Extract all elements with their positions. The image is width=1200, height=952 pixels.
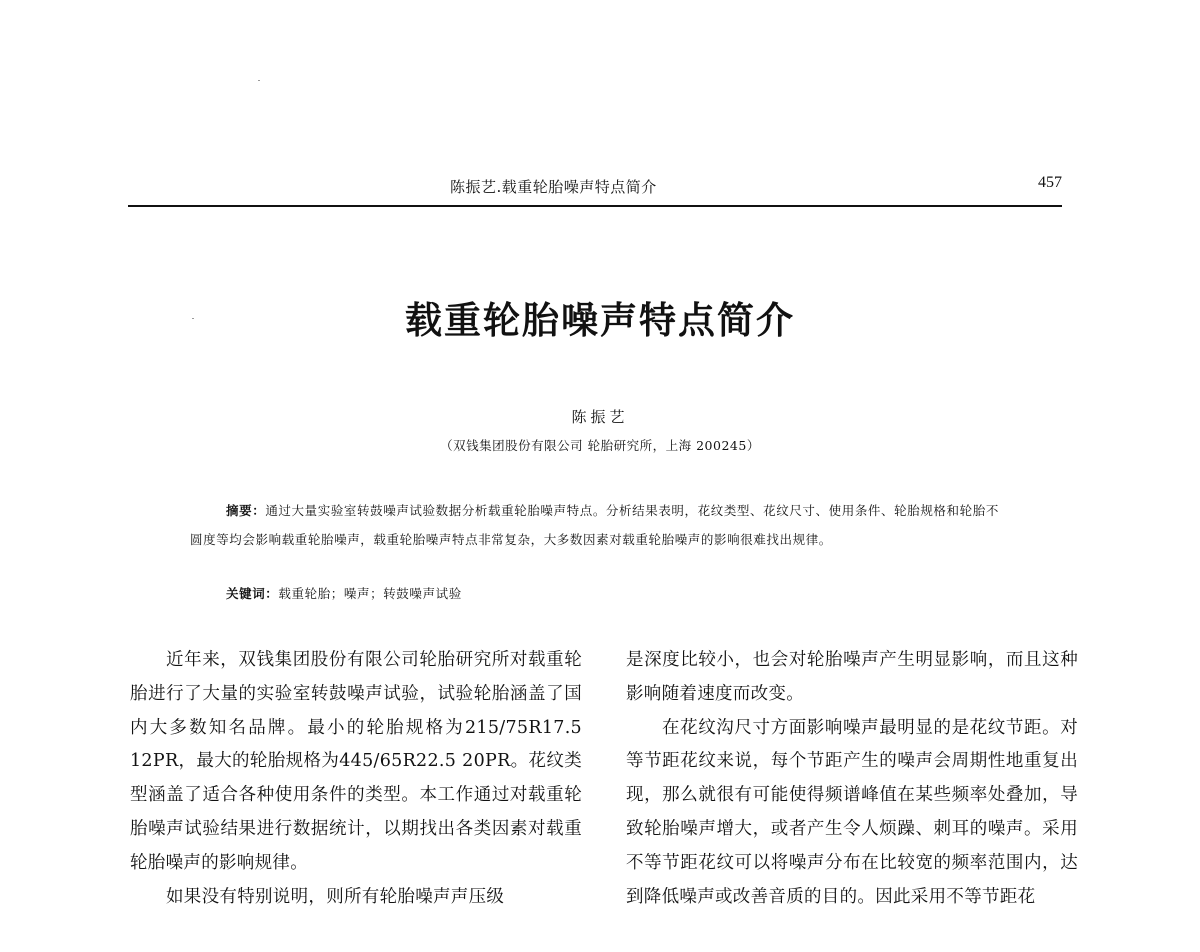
body-paragraph: 近年来，双钱集团股份有限公司轮胎研究所对载重轮胎进行了大量的实验室转鼓噪声试验，试验轮胎涵盖了国内大多数知名品牌。最小的轮胎规格为215/75R17.5 12PR，最大的轮胎规格为445/65R22.5 20PR。花纹类型涵盖了适合各种使用条件的类型。本工作通过对载重轮胎噪声试验结果进行数据统计，以期找出各类因素对载重轮胎噪声的影响规律。 bbox=[130, 650, 582, 873]
abstract-text: 通过大量实验室转鼓噪声试验数据分析载重轮胎噪声特点。分析结果表明，花纹类型、花纹尺寸、使用条件、轮胎规格和轮胎不圆度等均会影响载重轮胎噪声，载重轮胎噪声特点非常复杂，大多数因素对载重轮胎噪声的影响很难找出规律。 bbox=[190, 503, 999, 547]
body-paragraph-continued: 是深度比较小，也会对轮胎噪声产生明显影响，而且这种影响随着速度而改变。 bbox=[626, 650, 1078, 704]
author-name: 陈振艺 bbox=[571, 408, 629, 426]
body-left-column bbox=[130, 644, 582, 914]
page-number: 457 bbox=[1038, 174, 1062, 191]
body-paragraph: 如果没有特别说明，则所有轮胎噪声声压级 bbox=[166, 886, 505, 907]
abstract-label: 摘要： bbox=[226, 503, 266, 518]
running-head bbox=[130, 172, 1062, 202]
keywords-label: 关键词： bbox=[226, 586, 279, 601]
body-right-column bbox=[626, 644, 1078, 914]
scan-speck bbox=[258, 80, 260, 81]
body-paragraph: 在花纹沟尺寸方面影响噪声最明显的是花纹节距。对等节距花纹来说，每个节距产生的噪声会周期性地重复出现，那么就很有可能使得频谱峰值在某些频率处叠加，导致轮胎噪声增大，或者产生令人烦躁、刺耳的噪声。采用不等节距花纹可以将噪声分布在比较宽的频率范围内，达到降低噪声或改善音质的目的。因此采用不等节距花 bbox=[626, 717, 1078, 907]
running-head-title: 陈振艺.载重轮胎噪声特点简介 bbox=[450, 178, 657, 196]
author-affiliation: （双钱集团股份有限公司 轮胎研究所，上海 200245） bbox=[440, 438, 760, 453]
abstract bbox=[190, 496, 1010, 554]
header-rule bbox=[128, 205, 1062, 207]
article-title: 载重轮胎噪声特点简介 bbox=[405, 299, 795, 342]
keywords-text: 载重轮胎；噪声；转鼓噪声试验 bbox=[278, 586, 462, 601]
keywords bbox=[226, 584, 462, 602]
